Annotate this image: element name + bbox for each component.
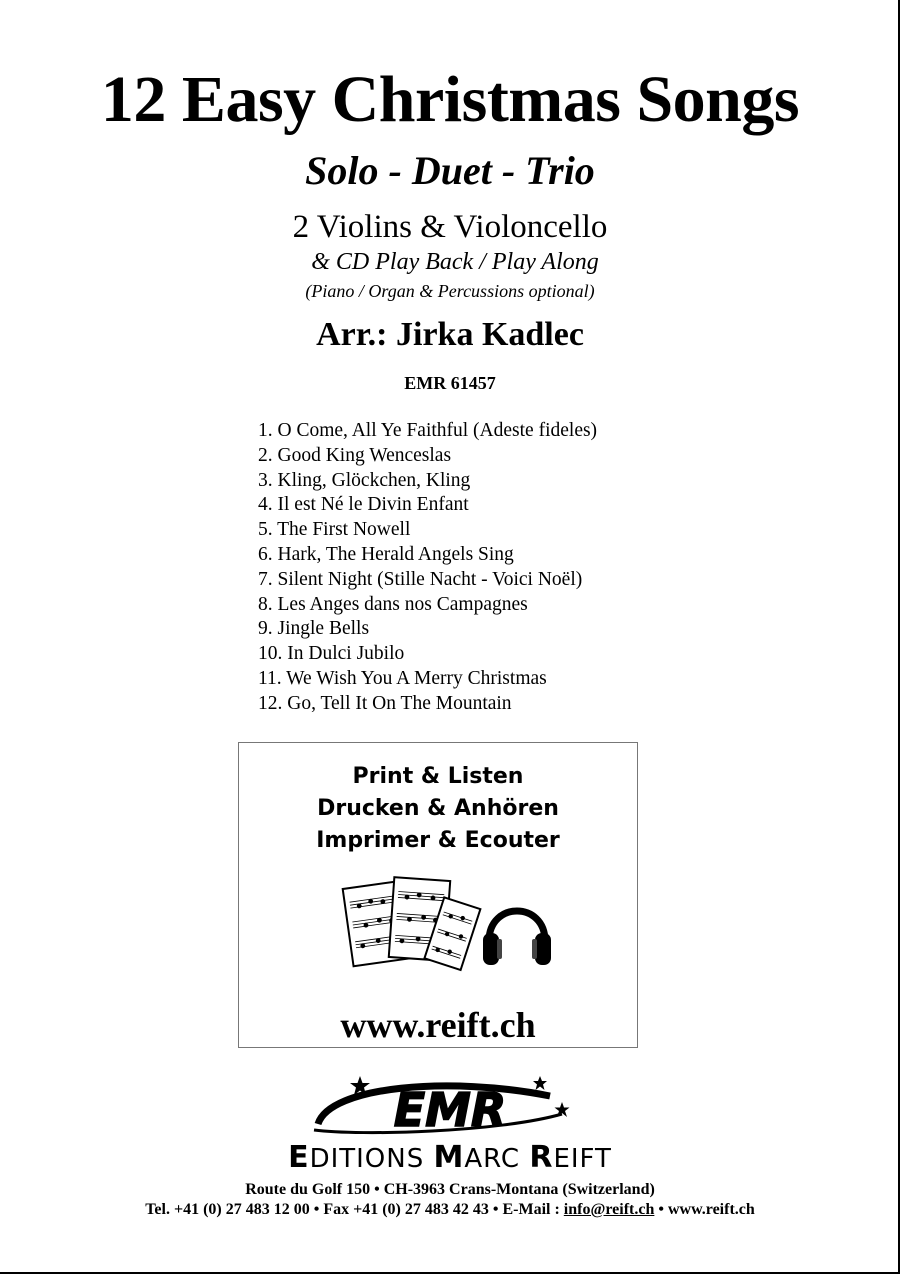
- arranger: Arr.: Jirka Kadlec: [316, 316, 584, 353]
- print-listen-box: [238, 742, 638, 1048]
- catalog-number: EMR 61457: [404, 373, 496, 393]
- song-item: 5. The First Nowell: [258, 519, 411, 541]
- song-item: 7. Silent Night (Stille Nacht - Voici Noël): [258, 568, 583, 590]
- print-listen-text: [239, 761, 637, 857]
- emr-logo-text: EMR: [393, 1083, 507, 1137]
- song-list: [258, 419, 597, 717]
- star-icon: [533, 1076, 547, 1090]
- publisher-contact: Tel. +41 (0) 27 483 12 00 • Fax +41 (0) 27 483 42 43 • E-Mail : info@reift.ch • www.reift.ch: [145, 1201, 755, 1218]
- song-item: 2. Good King Wenceslas: [258, 444, 452, 466]
- cover-title: 12 Easy Christmas Songs: [100, 63, 800, 136]
- print-listen-english: Print & Listen: [352, 764, 524, 789]
- publisher-address: Route du Golf 150 • CH-3963 Crans-Montana (Switzerland): [245, 1181, 655, 1198]
- publisher-name: EDITIONS MARC REIFT: [288, 1140, 612, 1175]
- song-item: 10. In Dulci Jubilo: [258, 643, 405, 665]
- print-listen-german: Drucken & Anhören: [317, 796, 559, 821]
- song-item: 12. Go, Tell It On The Mountain: [258, 692, 512, 714]
- song-item: 4. Il est Né le Divin Enfant: [258, 494, 469, 516]
- email-link[interactable]: info@reift.ch: [563, 1201, 655, 1218]
- song-item: 3. Kling, Glöckchen, Kling: [258, 469, 471, 491]
- song-item: 1. O Come, All Ye Faithful (Adeste fideles): [258, 420, 598, 441]
- emr-logo: [300, 1074, 580, 1140]
- optional-instruments: (Piano / Organ & Percussions optional): [305, 281, 595, 301]
- song-item: 8. Les Anges dans nos Campagnes: [258, 593, 528, 615]
- playback-note: & CD Play Back / Play Along: [311, 249, 599, 275]
- website-url[interactable]: www.reift.ch: [340, 1005, 536, 1045]
- sheet-music-icon: [343, 877, 481, 970]
- print-listen-french: Imprimer & Ecouter: [316, 828, 560, 853]
- cover-subtitle: Solo - Duet - Trio: [305, 148, 595, 193]
- song-item: 9. Jingle Bells: [258, 618, 370, 640]
- song-item: 6. Hark, The Herald Angels Sing: [258, 543, 514, 565]
- instrumentation: 2 Violins & Violoncello: [292, 209, 608, 245]
- headphones-icon: [483, 911, 551, 965]
- print-listen-illustration: [339, 871, 559, 981]
- song-item: 11. We Wish You A Merry Christmas: [258, 667, 547, 689]
